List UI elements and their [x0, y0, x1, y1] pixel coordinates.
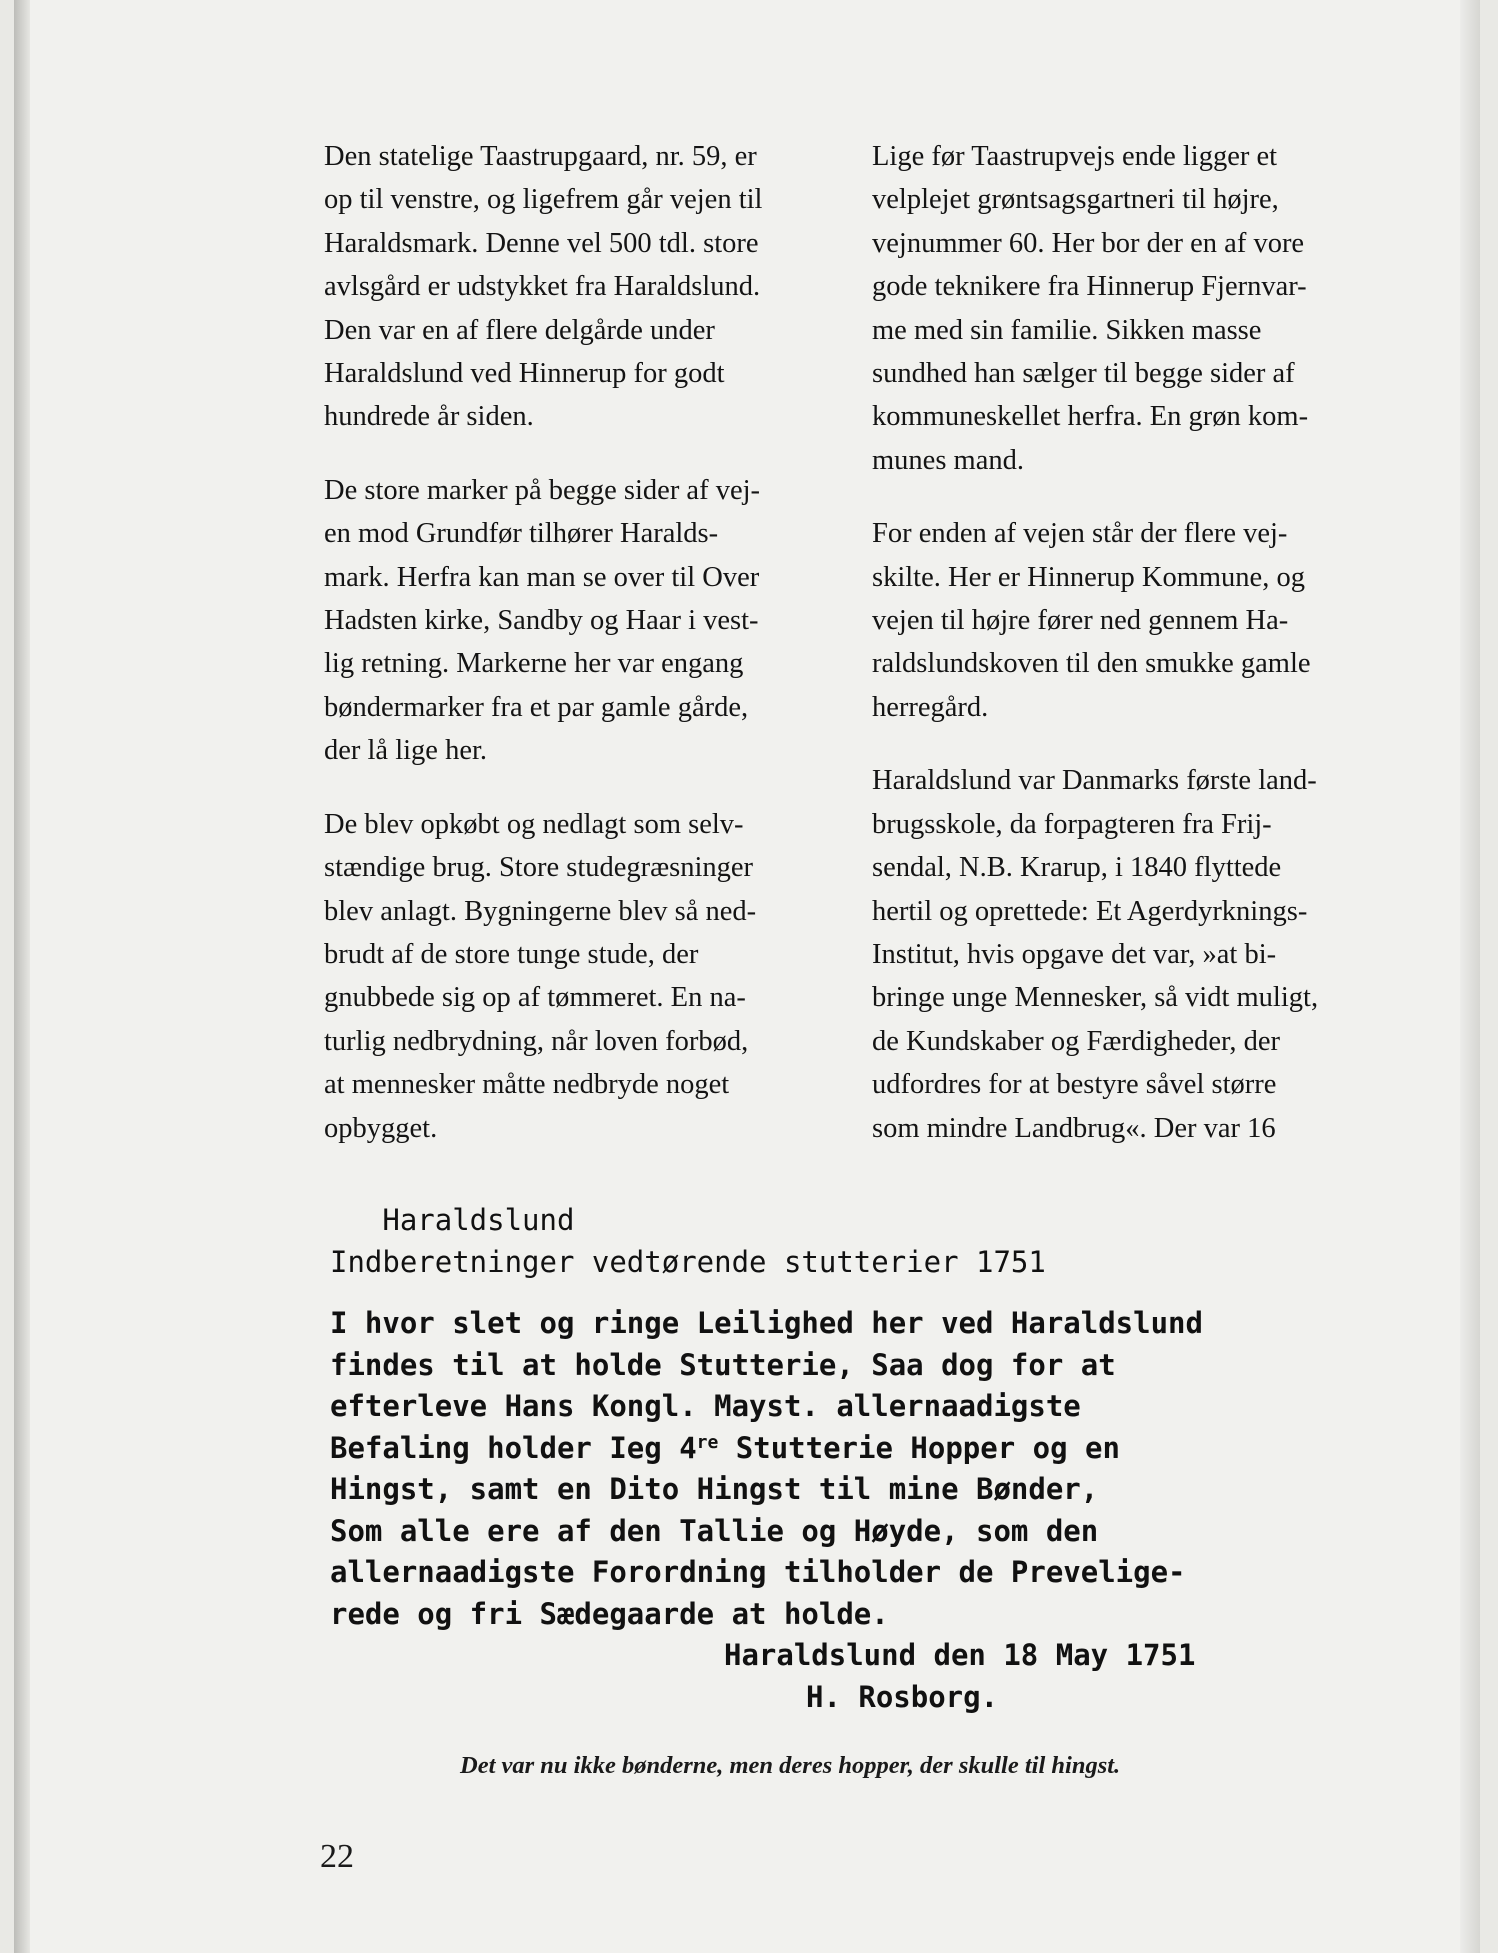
letter-body: [330, 1303, 1400, 1718]
paragraph: [324, 135, 834, 439]
text-line: gnubbede sig op af tømmeret. En na-: [324, 982, 746, 1014]
page-gutter-shadow: [14, 0, 30, 1953]
text-line: at mennesker måtte nedbryde noget: [324, 1069, 730, 1101]
text-line: turlig nedbrydning, når loven forbød,: [324, 1025, 749, 1057]
letter-line: rede og fri Sædegaarde at holde.: [330, 1596, 889, 1631]
letter-line-text: Befaling holder Ieg 4: [330, 1430, 697, 1465]
left-text-column: [324, 135, 834, 1150]
text-line: Institut, hvis opgave det var, »at bi-: [872, 938, 1277, 970]
letter-heading: [330, 1200, 1400, 1283]
text-line: Den statelige Taastrupgaard, nr. 59, er: [324, 141, 757, 172]
text-line: gode teknikere fra Hinnerup Fjernvar-: [872, 271, 1307, 303]
paragraph: [872, 512, 1412, 729]
typewritten-letter: [330, 1200, 1400, 1718]
image-caption: Det var nu ikke bønderne, men deres hopper, der skulle til hingst.: [460, 1752, 1121, 1779]
letter-line: [330, 1428, 1400, 1470]
letter-heading-line: Indberetninger vedtørende stutterier 1751: [330, 1244, 1046, 1279]
text-line: Den var en af flere delgårde under: [324, 314, 715, 346]
text-line: Haraldsmark. Denne vel 500 tdl. store: [324, 227, 759, 259]
text-line: hertil og oprettede: Et Agerdyrknings-: [872, 895, 1308, 927]
text-line: munes mand.: [872, 444, 1024, 476]
text-line: kommuneskellet herfra. En grøn kom-: [872, 401, 1309, 433]
text-line: blev anlagt. Bygningerne blev så ned-: [324, 895, 757, 927]
text-line: opbygget.: [324, 1112, 438, 1144]
letter-line: Hingst, samt en Dito Hingst til mine Bønder,: [330, 1472, 1099, 1506]
text-line: bøndermarker fra et par gamle gårde,: [324, 691, 749, 723]
letter-heading-line: Haraldslund: [330, 1203, 575, 1237]
letter-line: findes til at holde Stutterie, Saa dog for at: [330, 1347, 1116, 1382]
text-line: som mindre Landbrug«. Der var 16: [872, 1112, 1276, 1144]
letter-line: efterleve Hans Kongl. Mayst. allernaadigste: [330, 1389, 1081, 1423]
text-line: Haraldslund var Danmarks første land-: [872, 765, 1317, 797]
text-line: udfordres for at bestyre såvel større: [872, 1069, 1277, 1101]
superscript: re: [696, 1431, 719, 1453]
text-line: me med sin familie. Sikken masse: [872, 314, 1262, 346]
text-line: mark. Herfra kan man se over til Over: [324, 561, 760, 593]
text-line: sundhed han sælger til begge sider af: [872, 358, 1295, 390]
letter-signature-place-date: Haraldslund den 18 May 1751: [724, 1638, 1196, 1672]
text-line: skilte. Her er Hinnerup Kommune, og: [872, 561, 1305, 593]
text-line: De store marker på begge sider af vej-: [324, 474, 761, 506]
text-line: op til venstre, og ligefrem går vejen til: [324, 184, 763, 216]
page-edge: [1460, 0, 1480, 1953]
text-line: brugsskole, da forpagteren fra Frij-: [872, 808, 1272, 840]
text-line: De blev opkøbt og nedlagt som selv-: [324, 808, 744, 840]
right-text-column: [872, 135, 1412, 1150]
letter-line-text: Stutterie Hopper og en: [718, 1430, 1120, 1465]
text-line: For enden af vejen står der flere vej-: [872, 518, 1288, 550]
text-line: lig retning. Markerne her var engang: [324, 648, 744, 680]
text-line: hundrede år siden.: [324, 401, 534, 433]
text-line: der lå lige her.: [324, 735, 488, 767]
letter-signature-name: H. Rosborg.: [806, 1679, 999, 1714]
text-line: bringe unge Mennesker, så vidt muligt,: [872, 982, 1319, 1014]
text-line: Hadsten kirke, Sandby og Haar i vest-: [324, 605, 759, 637]
letter-line: allernaadigste Forordning tilholder de Prevelige-: [330, 1555, 1186, 1589]
letter-line: Som alle ere af den Tallie og Høyde, som den: [330, 1513, 1099, 1548]
text-line: vejen til højre fører ned gennem Ha-: [872, 605, 1289, 637]
text-line: sendal, N.B. Krarup, i 1840 flyttede: [872, 852, 1282, 884]
paragraph: [872, 135, 1412, 482]
text-line: en mod Grundfør tilhører Haralds-: [324, 518, 719, 550]
paragraph: [324, 803, 834, 1150]
text-line: brudt af de store tunge stude, der: [324, 938, 699, 970]
text-line: Haraldslund ved Hinnerup for godt: [324, 358, 725, 390]
text-line: vejnummer 60. Her bor der en af vore: [872, 227, 1305, 259]
text-line: herregård.: [872, 691, 989, 723]
page-number: 22: [320, 1838, 354, 1875]
text-line: raldslundskoven til den smukke gamle: [872, 648, 1311, 680]
text-line: de Kundskaber og Færdigheder, der: [872, 1025, 1281, 1057]
paragraph: [872, 759, 1412, 1150]
paragraph: [324, 469, 834, 773]
text-line: velplejet grøntsagsgartneri til højre,: [872, 184, 1279, 216]
text-line: Lige før Taastrupvejs ende ligger et: [872, 141, 1278, 172]
text-line: avlsgård er udstykket fra Haraldslund.: [324, 271, 761, 303]
text-line: stændige brug. Store studegræsninger: [324, 852, 754, 884]
letter-line: I hvor slet og ringe Leilighed her ved Haraldslund: [330, 1306, 1203, 1340]
